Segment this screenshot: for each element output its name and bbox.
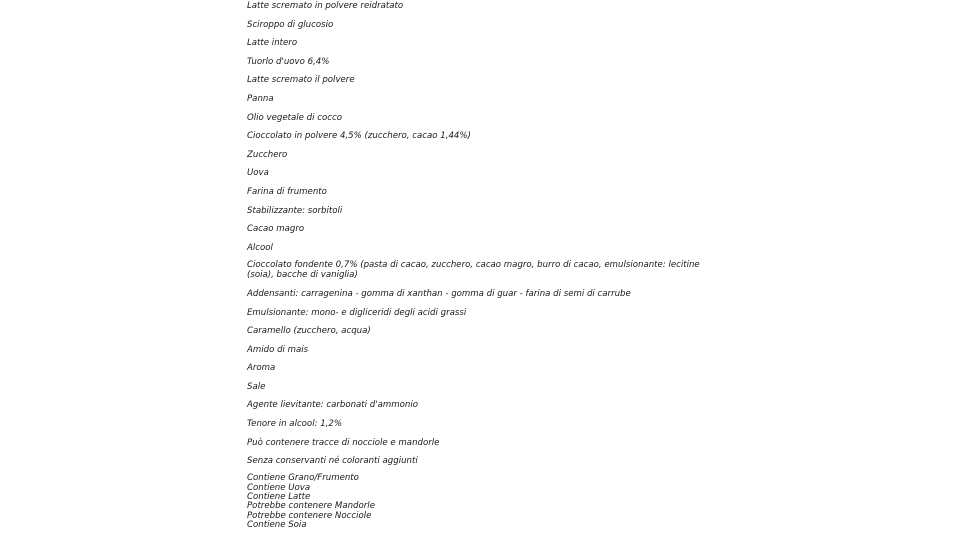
ingredient-item: Stabilizzante: sorbitoli [247, 205, 343, 216]
allergen-item: Contiene Grano/Frumento [247, 473, 359, 484]
ingredient-item: Uova [247, 168, 269, 179]
ingredient-item: Panna [247, 93, 274, 104]
ingredient-item: Latte scremato in polvere reidratato [247, 1, 404, 11]
ingredient-item: Latte scremato il polvere [247, 75, 355, 86]
ingredient-item: Cioccolato fondente 0,7% (pasta di cacao, zucchero, cacao magro, burro di cacao, emulsionante: lecitine (soia), bacche di vaniglia) [247, 260, 700, 280]
ingredient-item: Aroma [247, 363, 276, 374]
ingredient-item: Caramello (zucchero, acqua) [247, 326, 371, 337]
allergen-item: Contiene Latte [247, 491, 311, 502]
ingredient-item: Farina di frumento [247, 186, 327, 197]
ingredient-item: Alcool [247, 242, 273, 253]
ingredient-item: Tuorlo d'uovo 6,4% [247, 56, 330, 67]
ingredient-item: Può contenere tracce di nocciole e mandorle [247, 437, 440, 448]
ingredient-item: Sciroppo di glucosio [247, 19, 334, 30]
ingredient-item: Sale [247, 381, 266, 392]
ingredient-item: Addensanti: carragenina - gomma di xanthan - gomma di guar - farina di semi di carrube [247, 288, 631, 299]
ingredient-item: Cacao magro [247, 224, 305, 235]
ingredient-item: Amido di mais [247, 344, 309, 355]
allergen-item: Potrebbe contenere Mandorle [247, 501, 375, 512]
ingredient-item: Latte intero [247, 38, 298, 49]
allergen-item: Potrebbe contenere Nocciole [247, 510, 372, 521]
ingredients-list [247, 1, 722, 530]
ingredient-item: Tenore in alcool: 1,2% [247, 419, 343, 430]
ingredient-item: Cioccolato in polvere 4,5% (zucchero, cacao 1,44%) [247, 131, 471, 142]
allergen-item: Contiene Uova [247, 482, 311, 493]
allergen-item: Contiene Soia [247, 519, 307, 530]
ingredient-item: Agente lievitante: carbonati d'ammonio [247, 400, 418, 411]
ingredient-item: Emulsionante: mono- e digliceridi degli acidi grassi [247, 307, 467, 318]
allergen-list [247, 474, 722, 530]
ingredient-item: Olio vegetale di cocco [247, 112, 342, 123]
ingredient-item: Senza conservanti né coloranti aggiunti [247, 456, 418, 467]
ingredient-item: Zucchero [247, 149, 288, 160]
